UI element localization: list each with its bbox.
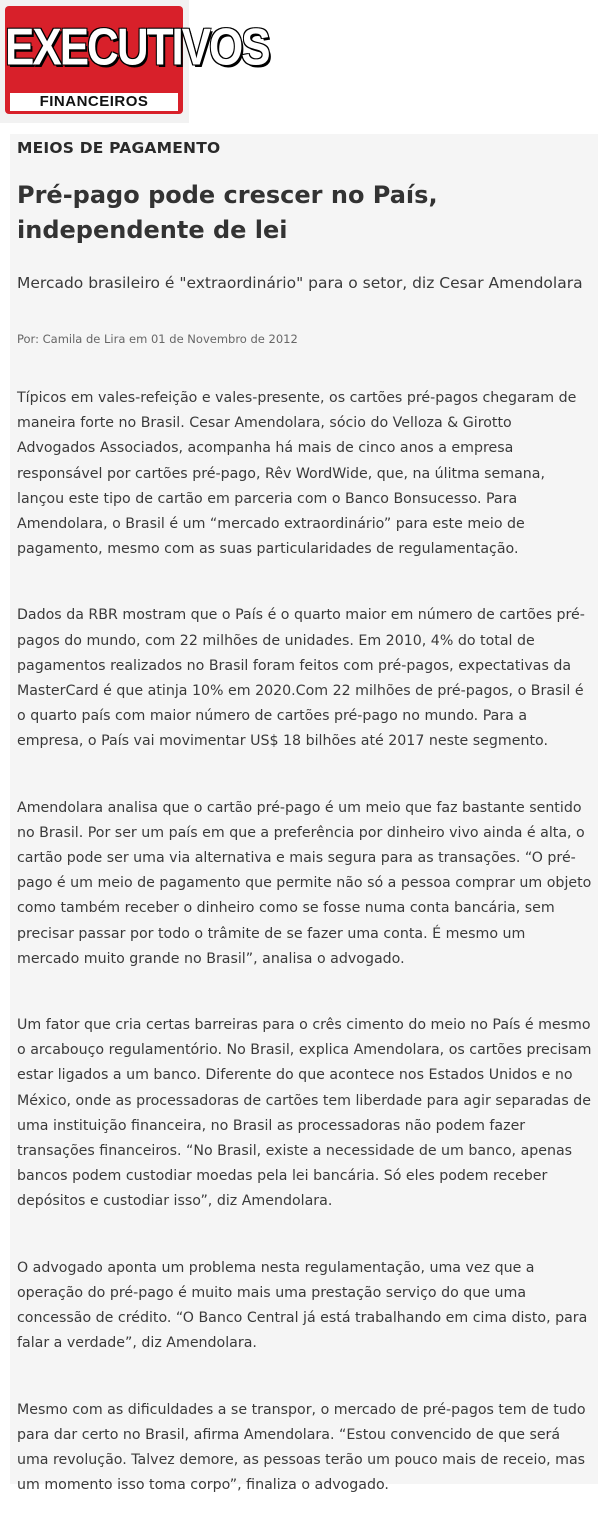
logo-badge: [5, 6, 269, 114]
article-headline: Pré-pago pode crescer no País, independente de lei: [17, 181, 438, 244]
site-logo[interactable]: [0, 0, 269, 123]
paragraph: Dados da RBR mostram que o País é o quarto maior em número de cartões pré-pagos do mundo, com 22 milhões de unidades. Em 2010, 4% do total de pagamentos realizados no Brasil foram feitos com pré-pagos, expectativas da MasterCard é que atinja 10% em 2020.Com 22 milhões de pré-pagos, o Brasil é o quarto país com maior número de cartões pré-pago no mundo. Para a empresa, o País vai movimentar US$ 18 bilhões até 2017 neste segmento.: [17, 607, 585, 750]
logo-title: EXECUTIVOS: [5, 18, 269, 77]
paragraph: O advogado aponta um problema nesta regulamentação, uma vez que a operação do pré-pago é muito mais uma prestação serviço do que uma concessão de crédito. “O Banco Central já está trabalhando em cima disto, para falar a verdade”, diz Amendolara.: [17, 1259, 588, 1352]
logo-subtitle: FINANCEIROS: [10, 93, 178, 111]
paragraph: Amendolara analisa que o cartão pré-pago é um meio que faz bastante sentido no Brasil. Por ser um país em que a preferência por dinheiro vivo ainda é alta, o cartão pode ser uma via alternativa e mais segura para as transações. “O pré-pago é um meio de pagamento que permite não só a pessoa comprar um objeto como também receber o dinheiro como se fosse numa conta bancária, sem precisar passar por todo o trâmite de se fazer uma conta. É mesmo um mercado muito grande no Brasil”, analisa o advogado.: [17, 799, 592, 967]
paragraph: Mesmo com as dificuldades a se transpor, o mercado de pré-pagos tem de tudo para dar certo no Brasil, afirma Amendolara. “Estou convencido de que será uma revolução. Talvez demore, as pessoas terão um pouco mais de receio, mas um momento isso toma corpo”, finaliza o advogado.: [17, 1401, 586, 1494]
article-byline: Por: Camila de Lira em 01 de Novembro de 2012: [17, 332, 298, 346]
paragraph: Típicos em vales-refeição e vales-presente, os cartões pré-pagos chegaram de maneira forte no Brasil. Cesar Amendolara, sócio do Velloza & Girotto Advogados Associados, acompanha há mais de cinco anos a empresa responsável por cartões pré-pago, Rêv WordWide, que, na úlitma semana, lançou este tipo de cartão em parceria com o Banco Bonsucesso. Para Amendolara, o Brasil é um “mercado extraordinário” para este meio de pagamento, mesmo com as suas particularidades de regulamentação.: [17, 390, 577, 558]
article-body: [17, 386, 592, 1539]
paragraph: Um fator que cria certas barreiras para o crês cimento do meio no País é mesmo o arcabouço regulamentório. No Brasil, explica Amendolara, os cartões precisam estar ligados a um banco. Diferente do que acontece nos Estados Unidos e no México, onde as processadoras de cartões tem liberdade para agir separadas de uma instituição financeira, no Brasil as processadoras não podem fazer transações financeiros. “No Brasil, existe a necessidade de um banco, apenas bancos podem custodiar moedas pela lei bancária. Só eles podem receber depósitos e custodiar isso”, diz Amendolara.: [17, 1017, 592, 1210]
section-label: MEIOS DE PAGAMENTO: [17, 139, 221, 157]
article: [10, 134, 598, 1494]
article-subtitle: Mercado brasileiro é "extraordinário" para o setor, diz Cesar Amendolara: [17, 274, 583, 292]
